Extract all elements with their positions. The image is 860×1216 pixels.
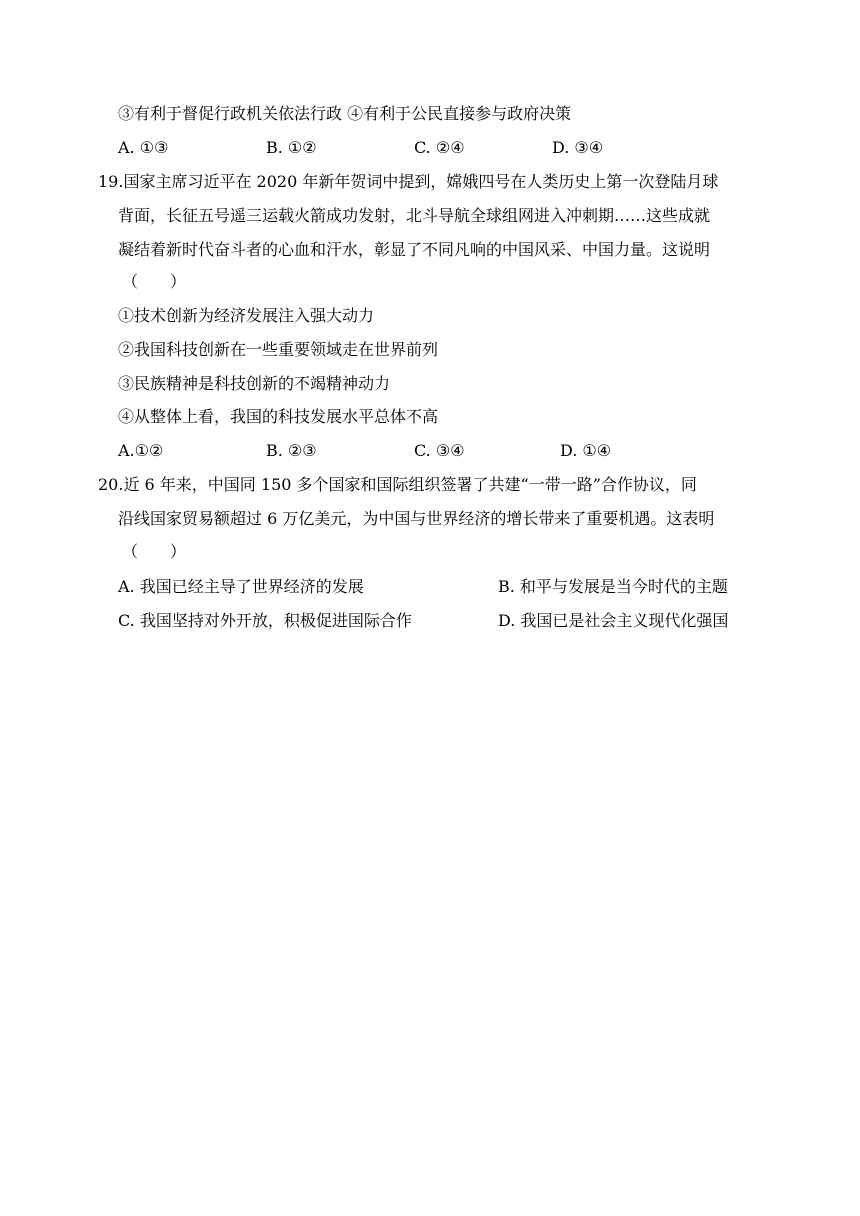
- q18-option-d: D. ③④: [552, 138, 604, 157]
- q20-stem-line-1: 20.近 6 年来，中国同 150 多个国家和国际组织签署了共建“一带一路”合作协议，同: [98, 475, 697, 494]
- q18-statement-line: ③有利于督促行政机关依法行政 ④有利于公民直接参与政府决策: [118, 104, 572, 123]
- q20-stem-line-2: 沿线国家贸易额超过 6 万亿美元，为中国与世界经济的增长带来了重要机遇。这表明: [118, 509, 715, 528]
- q19-option-d: D. ①④: [560, 441, 612, 460]
- q19-option-b: B. ②③: [266, 441, 317, 460]
- q19-statement-3: ③民族精神是科技创新的不竭精神动力: [118, 374, 391, 393]
- q18-option-a: A. ①③: [118, 138, 169, 157]
- q20-option-b: B. 和平与发展是当今时代的主题: [498, 577, 728, 596]
- q19-statement-1: ①技术创新为经济发展注入强大动力: [118, 306, 375, 325]
- q18-option-c: C. ②④: [414, 138, 465, 157]
- q19-answer-blank: （ ）: [122, 272, 187, 291]
- q20-option-c: C. 我国坚持对外开放，积极促进国际合作: [118, 611, 412, 630]
- q20-answer-blank: （ ）: [122, 542, 187, 561]
- q18-option-b: B. ①②: [266, 138, 317, 157]
- q19-stem-line-2: 背面，长征五号遥三运载火箭成功发射，北斗导航全球组网进入冲刺期……这些成就: [118, 206, 711, 225]
- q19-statement-4: ④从整体上看，我国的科技发展水平总体不高: [118, 407, 439, 426]
- q19-statement-2: ②我国科技创新在一些重要领域走在世界前列: [118, 340, 439, 359]
- q20-option-a: A. 我国已经主导了世界经济的发展: [118, 577, 364, 596]
- q19-stem-line-3: 凝结着新时代奋斗者的心血和汗水，彰显了不同凡响的中国风采、中国力量。这说明: [118, 240, 711, 259]
- q19-option-c: C. ③④: [414, 441, 465, 460]
- q19-option-a: A.①②: [118, 441, 164, 460]
- q19-stem-line-1: 19.国家主席习近平在 2020 年新年贺词中提到，嫦娥四号在人类历史上第一次登陆月球: [98, 172, 719, 191]
- q20-option-d: D. 我国已是社会主义现代化强国: [498, 611, 729, 630]
